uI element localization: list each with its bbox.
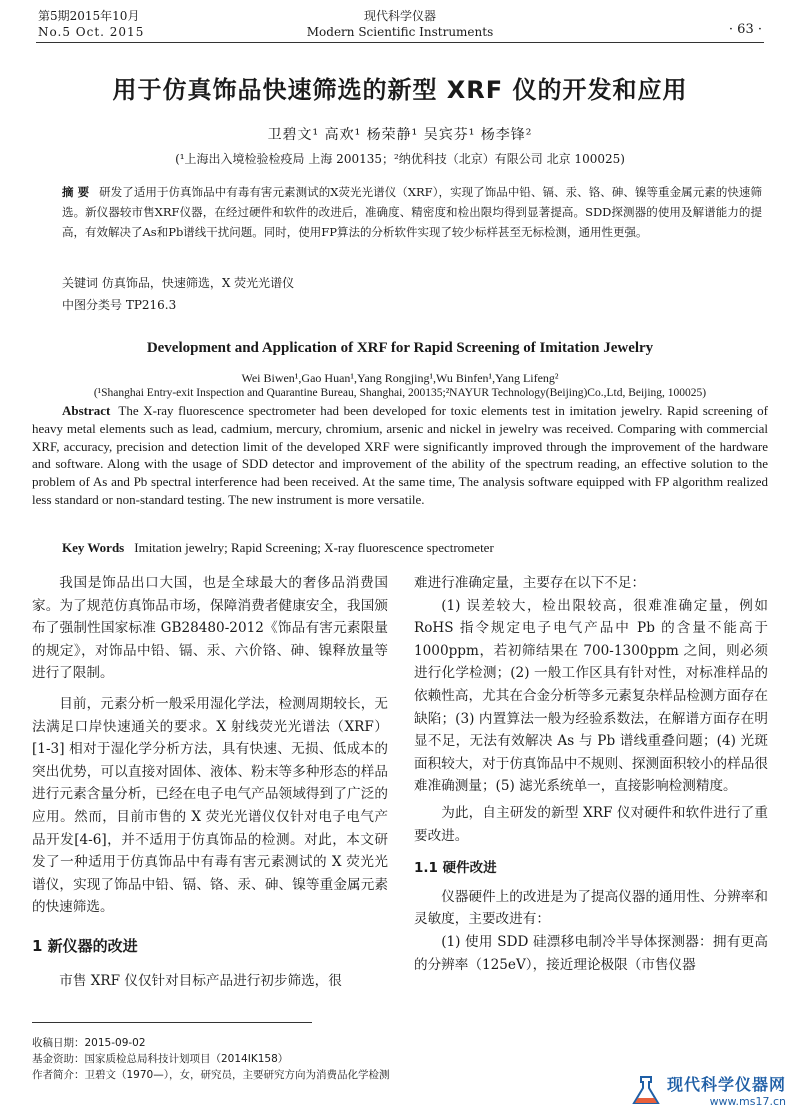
- watermark-logo-icon: [629, 1073, 663, 1107]
- keywords-en: [62, 540, 494, 556]
- page-number: · 63 ·: [728, 22, 762, 37]
- abstract-cn: [62, 182, 762, 242]
- paragraph: (1) 使用 SDD 硅漂移电制冷半导体探测器：拥有更高的分辨率（125eV），接近理论极限（市售仪器: [414, 933, 768, 973]
- abstract-en-text: The X-ray fluorescence spectrometer had been developed for toxic elements test in imitation jewelry. Rapid screening of heavy metal elements such as lead, cadmium, mercury, chromium, arsenic and nickel in jewelry was received. Comparing with commercial XRF, accuracy, precision and detection limit of the developed XRF were significantly improved through the improvement of the hardware and software. Along with the usage of SDD detector and improvement of the ability of the spectrum reading, an effective solution to the problem of As and Pb spectral interference had been received. At the same time, The analysis software equipped with FP algorithm realized less standard or non-standard testing. The new instrument is more versatile.: [32, 403, 768, 507]
- journal-en: Modern Scientific Instruments: [306, 25, 494, 39]
- abstract-cn-text: 研发了适用于仿真饰品中有毒有害元素测试的X荧光光谱仪（XRF），实现了饰品中铅、镉、汞、铬、砷、镍等重金属元素的快速筛选。新仪器较市售XRF仪器，在经过硬件和软件的改进后，准确度、精密度和检出限均得到显著提高。SDD探测器的使用及解谱能力的提高，有效解决了As和Pb谱线干扰问题。同时，使用FP算法的分析软件实现了较少标样甚至无标检测，通用性更强。: [62, 185, 762, 239]
- header-journal: [0, 8, 800, 40]
- issue-cn: 第5期2015年10月: [38, 9, 140, 23]
- footnote-author: 作者简介：卫碧文（1970—），女，研究员，主要研究方向为消费品化学检测: [32, 1069, 390, 1081]
- issue-en: No.5 Oct. 2015: [38, 25, 145, 39]
- paragraph: 我国是饰品出口大国，也是全球最大的奢侈品消费国家。为了规范仿真饰品市场，保障消费者健康安全，我国颁布了强制性国家标准 GB28480-2012《饰品有害元素限量的规定》，对饰品中铅、镉、汞、六价铬、砷、镍释放量等进行了限制。: [32, 575, 388, 682]
- english-title: Development and Application of XRF for Rapid Screening of Imitation Jewelry: [146, 340, 654, 356]
- footnote-funding: 基金资助：国家质检总局科技计划项目（2014IK158）: [32, 1053, 289, 1065]
- keywords-cn: 关键词 仿真饰品，快速筛选，X 荧光光谱仪: [62, 276, 295, 290]
- classification-cn: 中图分类号 TP216.3: [62, 298, 177, 312]
- english-authors: Wei Biwen¹,Gao Huan¹,Yang Rongjing¹,Wu Binfen¹,Yang Lifeng²: [241, 371, 559, 385]
- paragraph: 仪器硬件上的改进是为了提高仪器的通用性、分辨率和灵敏度，主要改进有：: [414, 888, 768, 928]
- footnote-rule: [32, 1022, 312, 1023]
- affiliation: (¹上海出入境检验检疫局 上海 200135；²纳优科技（北京）有限公司 北京 100025): [175, 152, 625, 166]
- paragraph: (1) 误差较大，检出限较高，很难准确定量，例如 RoHS 指令规定电子电气产品中 Pb 的含量不能高于 1000ppm，若初筛结果在 700-1300ppm 之间，则必须进行化学检测；(2) 一般工作区具有针对性，对标准样品的依赖性高，尤其在合金分析等多元素复杂样品检测方面存在缺陷；(3) 内置算法一般为经验系数法，在解谱方面存在明显不足，无法有效解决 As 与 Pb 谱线重叠问题；(4) 光斑面积较大，对于仿真饰品中不规则、探测面积较小的样品很难准确测量；(5) 滤光系统单一，直接影响检测精度。: [414, 597, 768, 795]
- footnote-received: 收稿日期：2015-09-02: [32, 1037, 146, 1049]
- subsection-heading: 1.1 硬件改进: [414, 860, 497, 877]
- header-rule: [36, 42, 764, 43]
- keywords-en-label: Key Words: [62, 540, 125, 555]
- section-heading: 1 新仪器的改进: [32, 936, 138, 955]
- abstract-en-label: Abstract: [62, 403, 111, 418]
- english-affiliation: (¹Shanghai Entry-exit Inspection and Quarantine Bureau, Shanghai, 200135;²NAYUR Technology(Beijing)Co.,Ltd, Beijing, 100025): [93, 387, 707, 399]
- body-column-left: [32, 572, 388, 992]
- journal-cn: 现代科学仪器: [363, 9, 436, 23]
- paragraph: 市售 XRF 仪仅针对目标产品进行初步筛选，很: [59, 972, 342, 989]
- watermark-url: www.ms17.cn: [709, 1095, 786, 1108]
- body-column-right: [414, 572, 768, 976]
- paragraph: 目前，元素分析一般采用湿化学法，检测周期较长，无法满足口岸快速通关的要求。X 射线荧光光谱法（XRF）[1-3] 相对于湿化学分析方法，具有快速、无损、低成本的突出优势，可以直接对固体、液体、粉末等多种形态的样品进行元素含量分析，已经在电子电气产品领域得到了广泛的应用。然而，目前市售的 X 荧光光谱仪仅针对电子电气产品开发[4-6]，并不适用于仿真饰品的检测。对此，本文研发了一种适用于仿真饰品中有毒有害元素测试的 X 荧光光谱仪，实现了饰品中铅、镉、铬、汞、砷、镍等重金属元素的快速筛选。: [32, 695, 388, 916]
- footnotes: [32, 1035, 389, 1083]
- paragraph: 难进行准确定量，主要存在以下不足：: [414, 575, 646, 591]
- abstract-cn-label: 摘 要: [62, 185, 90, 199]
- watermark-name: 现代科学仪器网: [666, 1075, 786, 1094]
- watermark: [629, 1072, 786, 1108]
- keywords-en-text: Imitation jewelry; Rapid Screening; X-ray fluorescence spectrometer: [134, 540, 494, 555]
- abstract-en: [32, 402, 768, 509]
- paper-title: 用于仿真饰品快速筛选的新型 XRF 仪的开发和应用: [112, 76, 688, 104]
- paragraph: 为此，自主研发的新型 XRF 仪对硬件和软件进行了重要改进。: [414, 804, 768, 844]
- author-list: 卫碧文¹ 高欢¹ 杨荣静¹ 吴宾芬¹ 杨李锋²: [267, 127, 533, 143]
